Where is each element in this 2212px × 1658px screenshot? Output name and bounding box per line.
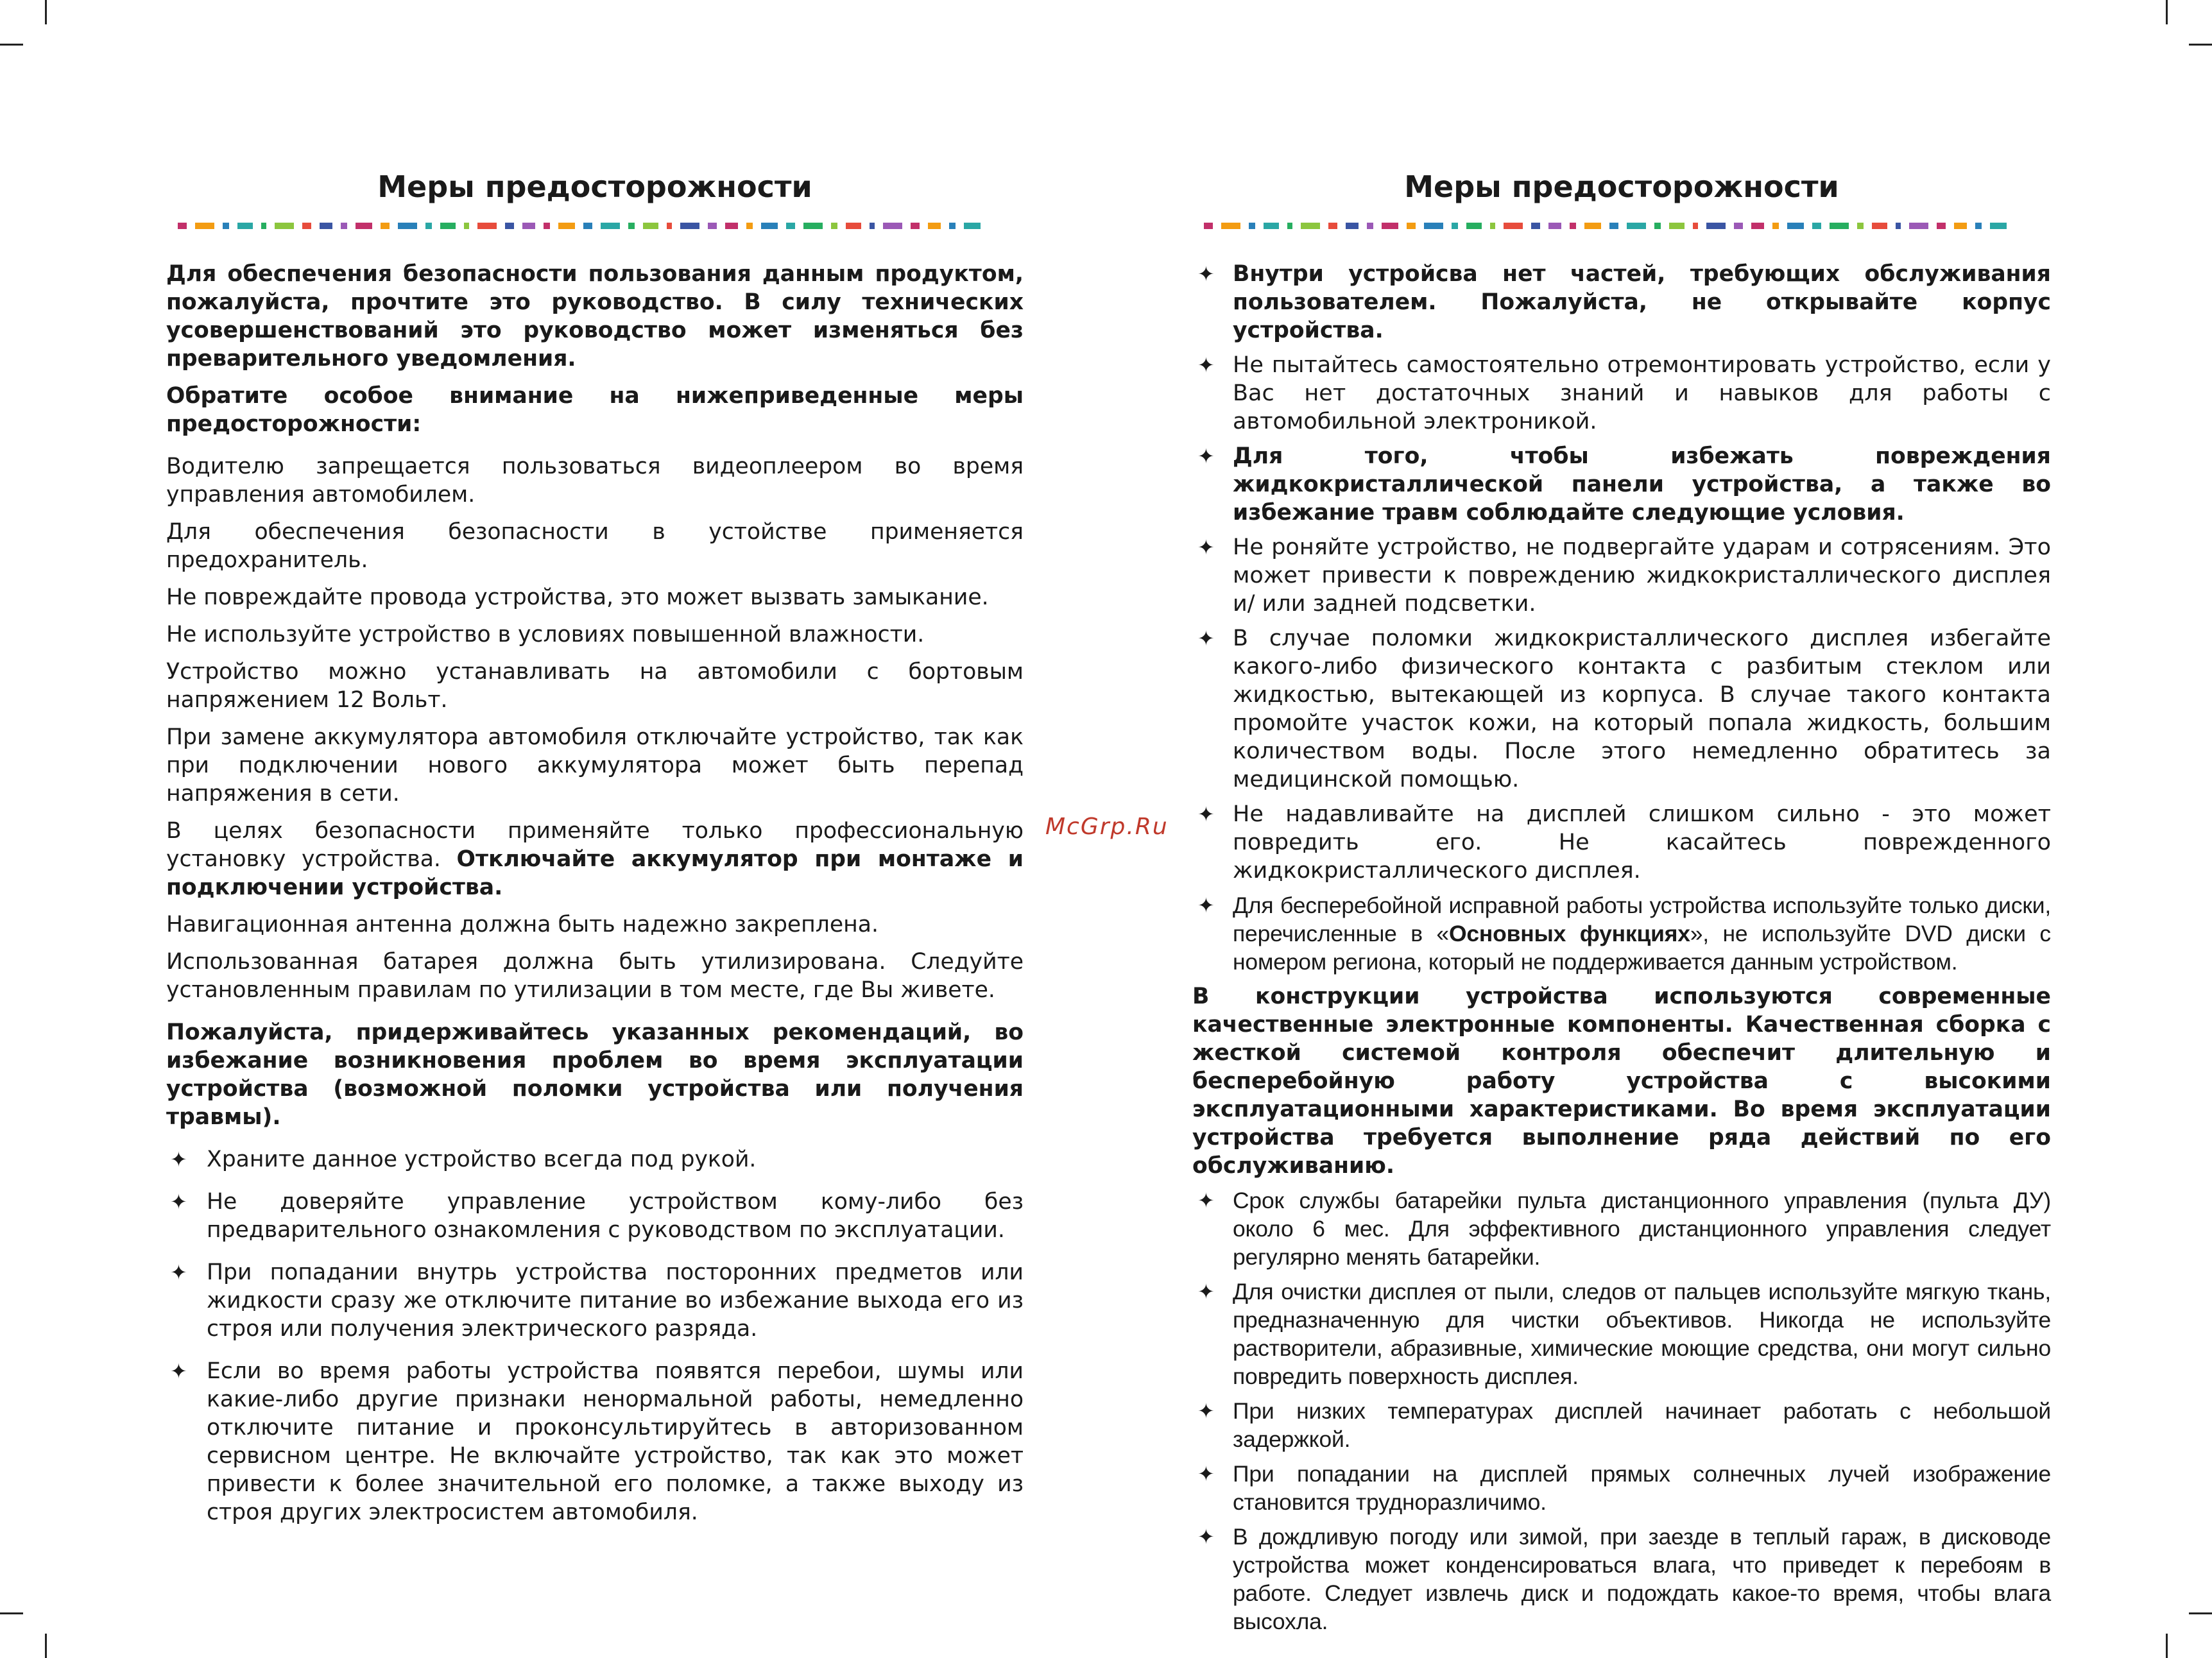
star-bullet-icon: ✦ xyxy=(1197,626,1215,651)
divider-dash xyxy=(1857,223,1864,229)
list-item xyxy=(1192,1186,2051,1271)
divider-dash xyxy=(601,223,620,229)
divider-dash xyxy=(628,223,635,229)
divider-dash xyxy=(558,223,575,229)
divider-dash xyxy=(911,223,920,229)
star-bullet-icon: ✦ xyxy=(170,1359,187,1383)
divider-dash xyxy=(425,223,432,229)
divider-dash xyxy=(928,223,941,229)
list-item-text: Для того, чтобы избежать повреждения жидкокристаллической панели устройства, а также во избежание травм соблюдайте следующие условия. xyxy=(1233,443,2051,526)
list-item xyxy=(1192,891,2051,976)
star-bullet-icon: ✦ xyxy=(1197,1462,1215,1485)
list-item-text: В случае поломки жидкокристаллического дисплея избегайте какого-либо физического контакта с разбитым стеклом или жидкостью, вытекающей из корпуса. В случае такого контакта промойте участок кожи, на который попала жидкость, большим количеством воды. После этого немедленно обратитесь за медицинской помощью. xyxy=(1233,626,2051,792)
divider-dash xyxy=(1531,223,1540,229)
divider-dash xyxy=(1382,223,1398,229)
list-item-text: При низких температурах дисплей начинает работать с небольшой задержкой. xyxy=(1233,1398,2051,1452)
divider-dash xyxy=(341,223,347,229)
star-bullet-icon: ✦ xyxy=(1197,802,1215,826)
star-bullet-icon: ✦ xyxy=(1197,1280,1215,1303)
crop-mark xyxy=(45,0,47,24)
list-item-text: Для очистки дисплея от пыли, следов от пальцев используйте мягкую ткань, предназначенную для чистки объективов. Никогда не используйте растворители, абразивные, химические моющие средства, они могут сильно повредить поверхность дисплея. xyxy=(1233,1279,2051,1389)
divider-dash xyxy=(1706,223,1726,229)
star-bullet-icon: ✦ xyxy=(1197,1399,1215,1423)
crop-mark xyxy=(2189,44,2212,46)
divider-dash xyxy=(1909,223,1928,229)
divider-dash xyxy=(949,223,956,229)
star-bullet-icon: ✦ xyxy=(170,1260,187,1285)
star-bullet-icon: ✦ xyxy=(1197,535,1215,560)
page-title: Меры предосторожности xyxy=(377,169,812,204)
divider-dash xyxy=(1466,223,1482,229)
list-item-text: В дождливую погоду или зимой, при заезде в теплый гараж, в дисководе устройства может конденсироваться влага, что приведет к перебоям в работе. Следует извлечь диск и подождать какое-то время, чтобы влага высохла. xyxy=(1233,1524,2051,1634)
star-bullet-icon: ✦ xyxy=(1197,1525,1215,1548)
divider-dash xyxy=(870,223,875,229)
paragraph xyxy=(166,817,1024,902)
paragraph: Устройство можно устанавливать на автомобили с бортовым напряжением 12 Вольт. xyxy=(166,659,1024,713)
divider-dash xyxy=(761,223,778,229)
divider-dash xyxy=(1975,223,1982,229)
divider-dash xyxy=(261,223,266,229)
watermark: McGrp.Ru xyxy=(1045,814,1169,840)
divider-dash xyxy=(544,223,550,229)
crop-mark xyxy=(0,1612,23,1614)
divider-dash xyxy=(1812,223,1821,229)
list-item xyxy=(1192,260,2051,345)
divider-dash xyxy=(1654,223,1661,229)
divider-dash xyxy=(237,223,253,229)
right-page xyxy=(1192,164,2051,1636)
list-item-text: Не надавливайте на дисплей слишком сильно - это может повредить его. Не касайтесь поврежденного жидкокристаллического дисплея. xyxy=(1233,801,2051,884)
divider-dash xyxy=(356,223,372,229)
divider-dash xyxy=(320,223,332,229)
divider-dash xyxy=(1734,223,1743,229)
divider-dash xyxy=(1954,223,1967,229)
divider-dash xyxy=(1221,223,1240,229)
divider-dash xyxy=(786,223,795,229)
divider-dash xyxy=(178,223,187,229)
crop-mark xyxy=(2189,1612,2212,1614)
divider-dash xyxy=(1772,223,1779,229)
bold-paragraph: В конструкции устройства используются современные качественные электронные компоненты. Качественная сборка с жесткой системой контроля обеспечит длительную и бесперебойную работу устройства с высокими эксплуатационными характеристиками. Во время эксплуатации устройства требуется выполнение ряда действий по его обслуживанию. xyxy=(1192,984,2051,1179)
divider-dash xyxy=(964,223,981,229)
list-item-text: Для бесперебойной исправной работы устройства используйте только диски, перечисленные в « xyxy=(1233,893,2051,946)
divider-dash xyxy=(883,223,902,229)
paragraph: При замене аккумулятора автомобиля отключайте устройство, так как при подключении нового аккумулятора может быть перепад напряжения в сети. xyxy=(166,724,1024,807)
divider-dash xyxy=(505,223,514,229)
list-item-text: Не роняйте устройство, не подвергайте ударам и сотрясениям. Это может привести к повреждению жидкокристаллического дисплея и/ или задней подсветки. xyxy=(1233,534,2051,617)
right-content xyxy=(1192,260,2051,1636)
divider-dash xyxy=(1693,223,1698,229)
list-item xyxy=(166,1145,1024,1174)
star-bullet-icon: ✦ xyxy=(1197,444,1215,468)
divider-dash xyxy=(223,223,229,229)
divider-dash xyxy=(1249,223,1255,229)
paragraph: Водителю запрещается пользоваться видеоплеером во время управления автомобилем. xyxy=(166,454,1024,508)
divider-dash xyxy=(381,223,390,229)
divider-dash xyxy=(1504,223,1523,229)
divider-dash xyxy=(464,223,469,229)
divider-dash xyxy=(746,223,753,229)
list-item xyxy=(1192,1278,2051,1390)
divider-dash xyxy=(583,223,592,229)
divider-dash xyxy=(1896,223,1901,229)
list-item-text: При попадании на дисплей прямых солнечных лучей изображение становится трудноразличимо. xyxy=(1233,1461,2051,1515)
crop-mark xyxy=(45,1634,47,1658)
paragraph: Навигационная антенна должна быть надежно закреплена. xyxy=(166,912,879,937)
divider-dash xyxy=(725,223,738,229)
paragraph: Не повреждайте провода устройства, это может вызвать замыкание. xyxy=(166,585,989,610)
divider-dash xyxy=(680,223,699,229)
divider-dash xyxy=(522,223,535,229)
divider-dash xyxy=(1264,223,1279,229)
divider-dash xyxy=(1490,223,1495,229)
paragraph-bold-text: Отключайте аккумулятор при монтаже и подключении устройства. xyxy=(166,846,1024,900)
divider-dash xyxy=(1609,223,1618,229)
list-item xyxy=(166,1188,1024,1244)
divider-dash xyxy=(275,223,294,229)
decorative-dash-divider xyxy=(1204,223,2051,229)
list-item xyxy=(1192,533,2051,618)
divider-dash xyxy=(1830,223,1849,229)
list-item-text: Если во время работы устройства появятся перебои, шумы или какие-либо другие признаки ненормальной работы, немедленно отключите питание и проконсультируйтесь в авторизованном сервисном центре. Не включайте устройство, так как это может привести к более значительной его поломке, а также выходу из строя других электросистем автомобиля. xyxy=(207,1358,1024,1525)
star-bullet-icon: ✦ xyxy=(1197,894,1215,917)
paragraph-text: В целях безопасности применяйте только профессиональную установку устройства. xyxy=(166,818,1024,872)
divider-dash xyxy=(1570,223,1576,229)
divider-dash xyxy=(846,223,861,229)
left-page xyxy=(166,164,1024,1526)
divider-dash xyxy=(1204,223,1213,229)
divider-dash xyxy=(1367,223,1373,229)
list-item-text: Не доверяйте управление устройством кому-либо без предварительного ознакомления с руководством по эксплуатации. xyxy=(207,1189,1024,1243)
paragraph: Использованная батарея должна быть утилизирована. Следуйте установленным правилам по утилизации в том месте, где Вы живете. xyxy=(166,949,1024,1003)
divider-dash xyxy=(1669,223,1685,229)
divider-dash xyxy=(803,223,823,229)
crop-mark xyxy=(2166,0,2168,24)
divider-dash xyxy=(1787,223,1804,229)
crop-mark xyxy=(0,44,23,46)
list-item xyxy=(1192,624,2051,794)
list-item xyxy=(1192,800,2051,885)
star-bullet-icon: ✦ xyxy=(170,1190,187,1214)
divider-dash xyxy=(302,223,311,229)
divider-dash xyxy=(1627,223,1646,229)
list-item xyxy=(1192,1523,2051,1636)
divider-dash xyxy=(1407,223,1416,229)
divider-dash xyxy=(667,223,672,229)
divider-dash xyxy=(708,223,717,229)
divider-dash xyxy=(643,223,658,229)
list-item xyxy=(166,1258,1024,1343)
page-title: Меры предосторожности xyxy=(1404,169,1839,204)
list-item xyxy=(1192,1397,2051,1453)
divider-dash xyxy=(440,223,456,229)
manual-section-reference: Основных функциях xyxy=(1448,921,1690,946)
list-item-text: Срок службы батарейки пульта дистанционного управления (пульта ДУ) около 6 мес. Для эффективного дистанционного управления следует регулярно менять батарейки. xyxy=(1233,1188,2051,1270)
divider-dash xyxy=(1346,223,1359,229)
warning-paragraph: Пожалуйста, придерживайтесь указанных рекомендаций, во избежание возникновения проблем во время эксплуатации устройства (возможной поломки устройства или получения травмы). xyxy=(166,1020,1024,1130)
divider-dash xyxy=(477,223,497,229)
list-item xyxy=(166,1357,1024,1526)
star-bullet-icon: ✦ xyxy=(170,1147,187,1172)
star-bullet-icon: ✦ xyxy=(1197,1189,1215,1212)
star-bullet-icon: ✦ xyxy=(1197,353,1215,377)
divider-dash xyxy=(1584,223,1601,229)
divider-dash xyxy=(831,223,837,229)
divider-dash xyxy=(1548,223,1561,229)
divider-dash xyxy=(398,223,417,229)
intro-paragraph: Обратите особое внимание на нижеприведенные меры предосторожности: xyxy=(166,383,1024,437)
intro-paragraph: Для обеспечения безопасности пользования данным продуктом, пожалуйста, прочтите это руководство. В силу технических усовершенствований это руководство может изменяться без преварительного уведомления. xyxy=(166,261,1024,372)
list-item xyxy=(1192,1460,2051,1516)
star-bullet-icon: ✦ xyxy=(1197,262,1215,286)
list-item xyxy=(1192,442,2051,527)
divider-dash xyxy=(1287,223,1292,229)
paragraph: Для обеспечения безопасности в устойстве применяется предохранитель. xyxy=(166,519,1024,573)
divider-dash xyxy=(1328,223,1337,229)
divider-dash xyxy=(1301,223,1320,229)
list-item-text: Храните данное устройство всегда под рукой. xyxy=(207,1147,757,1172)
list-item-text: Внутри устройсва нет частей, требующих обслуживания пользователем. Пожалуйста, не открывайте корпус устройства. xyxy=(1233,261,2051,343)
list-item xyxy=(1192,351,2051,436)
divider-dash xyxy=(1452,223,1458,229)
list-item-text: », не используйте DVD диски с номером региона, который не поддерживается данным устройством. xyxy=(1233,921,2051,975)
decorative-dash-divider xyxy=(178,223,1024,229)
list-item-text: Не пытайтесь самостоятельно отремонтировать устройство, если у Вас нет достаточных знаний и навыков для работы с автомобильной электроникой. xyxy=(1233,352,2051,434)
divider-dash xyxy=(1990,223,2007,229)
list-item-text: При попадании внутрь устройства посторонних предметов или жидкости сразу же отключите питание во избежание выхода его из строя или получения электрического разряда. xyxy=(207,1260,1024,1342)
divider-dash xyxy=(1424,223,1443,229)
divider-dash xyxy=(1937,223,1946,229)
divider-dash xyxy=(1751,223,1764,229)
crop-mark xyxy=(2166,1634,2168,1658)
divider-dash xyxy=(1872,223,1887,229)
paragraph: Не используйте устройство в условиях повышенной влажности. xyxy=(166,622,925,647)
divider-dash xyxy=(195,223,214,229)
left-content xyxy=(166,260,1024,1526)
